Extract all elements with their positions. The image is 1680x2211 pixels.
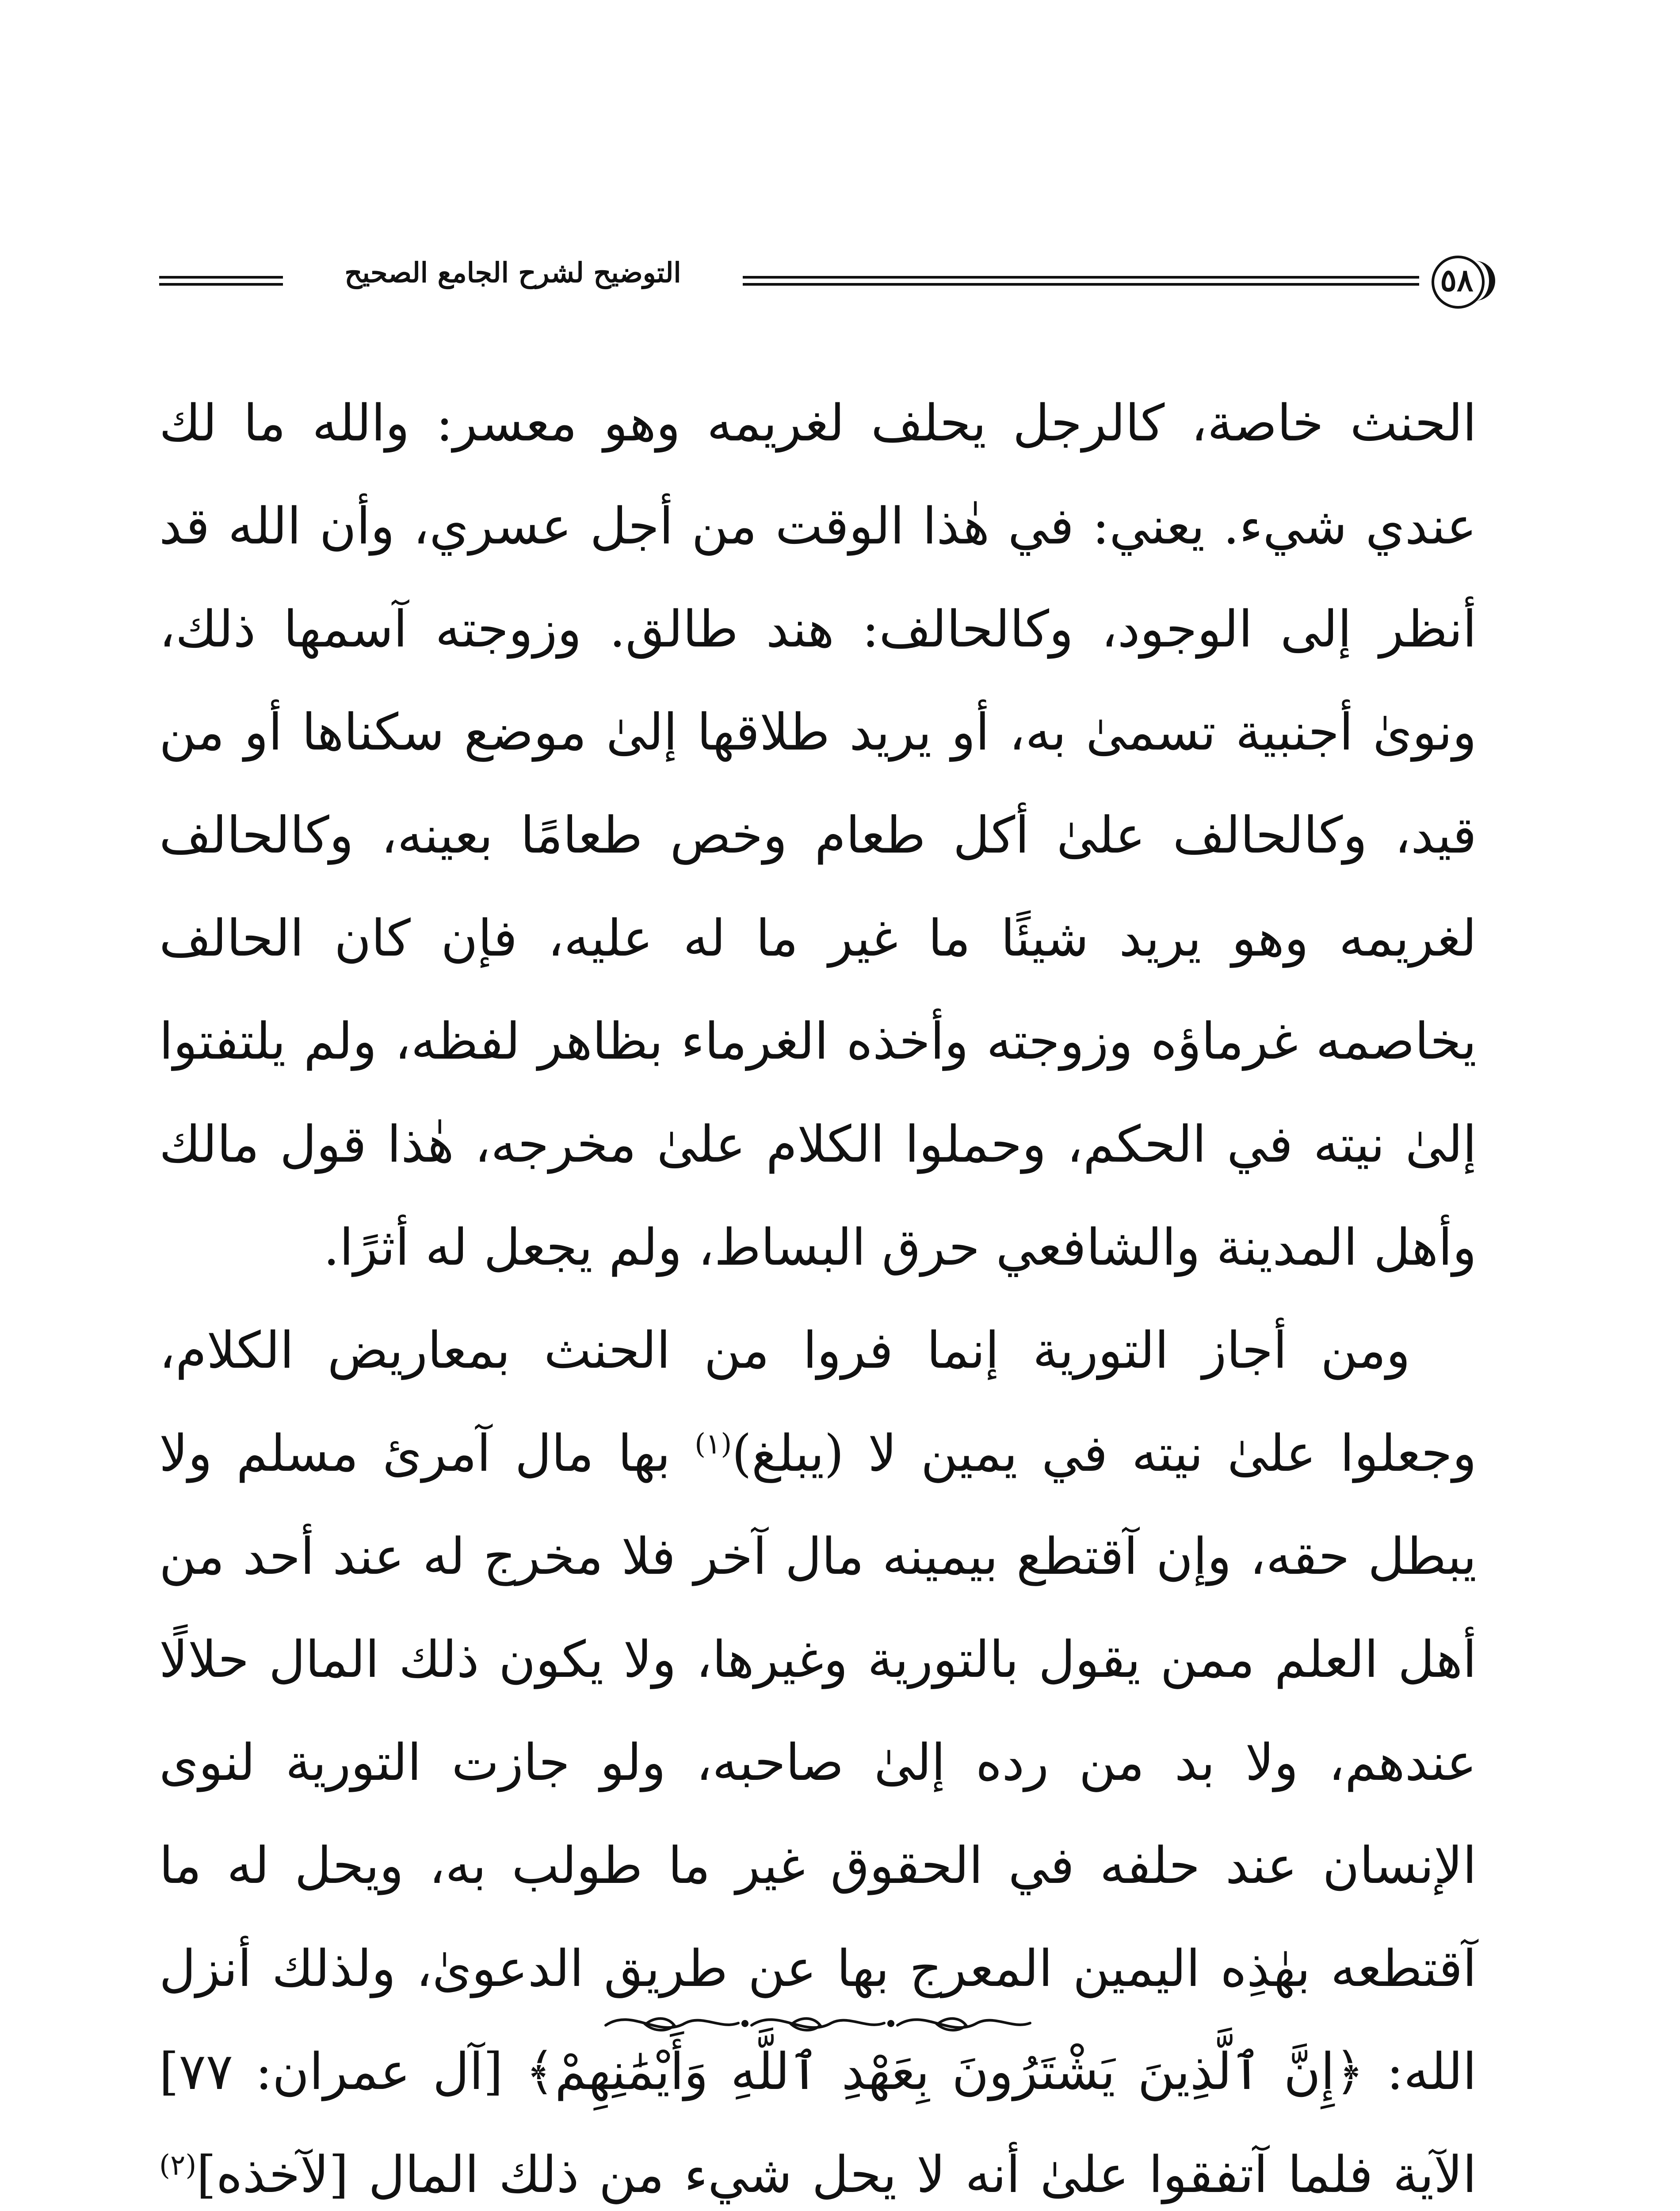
- paragraph-1: الحنث خاصة، كالرجل يحلف لغريمه وهو معسر: والله ما لك عندي شيء. يعني: في هٰذا الوقت من أجل عسري، وأن الله قد أنظر إلى الوجود، وكالحالف: هند طالق. وزوجته آسمها ذلك، ونوىٰ أجنبية تسمىٰ به، أو يريد طلاقها إلىٰ موضع سكناها أو من قيد، وكالحالف علىٰ أكل طعام وخص طعامًا بعينه، وكالحالف لغريمه وهو يريد شيئًا ما غير ما له عليه، فإن كان الحالف يخاصمه غرماؤه وزوجته وأخذه الغرماء بظاهر لفظه، ولم يلتفتوا إلىٰ نيته في الحكم، وحملوا الكلام علىٰ مخرجه، هٰذا قول مالك وأهل المدينة والشافعي حرق البساط، ولم يجعل له أثرًا.: [159, 394, 1477, 1277]
- footnote-ref-2: (٢): [159, 2149, 197, 2182]
- page-number: ٥٨: [1440, 262, 1474, 298]
- paragraph-2: [159, 1299, 1477, 2211]
- paragraph-2-part-2: بها مال آمرئ مسلم ولا يبطل حقه، وإن آقتطع بيمينه مال آخر فلا مخرج له عند أحد من أهل العلم ممن يقول بالتورية وغيرها، ولا يكون ذلك المال حلالًا عندهم، ولا بد من رده إلىٰ صاحبه، ولو جازت التورية لنوى الإنسان عند حلفه في الحقوق غير ما طولب به، ويحل له ما آقتطعه بهٰذِه اليمين المعرج بها عن طريق الدعوىٰ، ولذلك أنزل الله: ﴿إِنَّ ٱلَّذِينَ يَشْتَرُونَ بِعَهْدِ ٱللَّهِ وَأَيْمَٰنِهِمْ﴾ [آل عمران: ٧٧] الآية فلما آتفقوا علىٰ أنه لا يحل شيء من ذلك المال [لآخذه]: [159, 1424, 1477, 2204]
- page-number-badge: [1424, 248, 1490, 314]
- main-text: [159, 371, 1477, 2211]
- footnote-ref-1: (١): [695, 1428, 732, 1461]
- paragraph-2-part-1: ومن أجاز التورية إنما فروا من الحنث بمعاريض الكلام، وجعلوا علىٰ نيته في يمين لا (يبلغ): [159, 1321, 1477, 1483]
- header-rule-right: [743, 276, 1419, 279]
- section-divider-ornament: [597, 2003, 1039, 2043]
- header-rule-left: [159, 276, 283, 279]
- running-title: التوضيح لشرح الجامع الصحيح: [344, 256, 681, 289]
- page-number-ornament: [1471, 261, 1495, 301]
- page-header: [159, 248, 1477, 314]
